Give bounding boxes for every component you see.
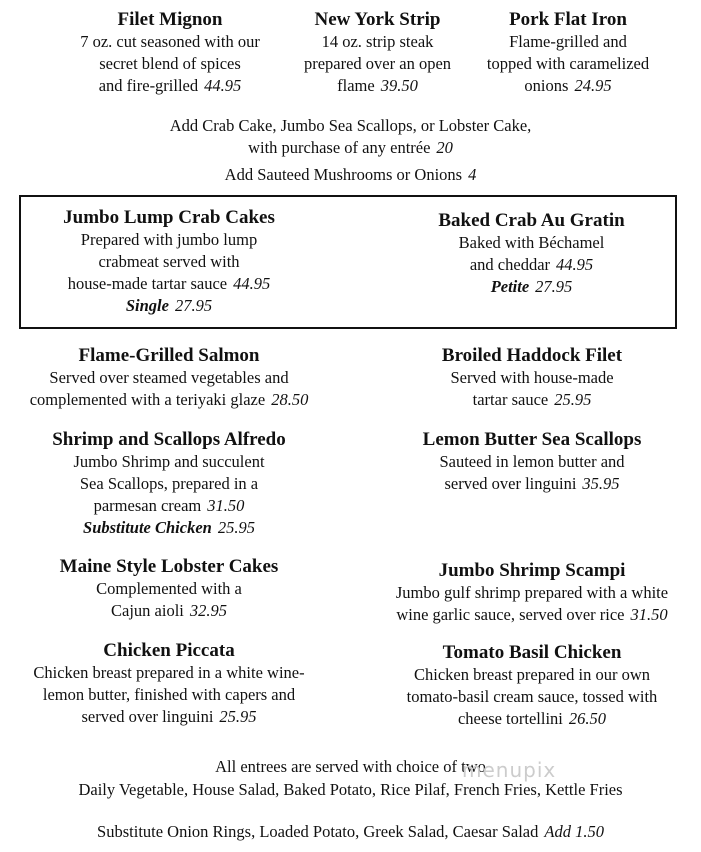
item-desc-line: crabmeat served with	[98, 252, 240, 271]
menu-item-baked-crab-au-gratin	[410, 210, 653, 298]
addon-text: Add Sauteed Mushrooms or Onions	[224, 165, 463, 184]
alt-label: Substitute Chicken	[83, 518, 212, 537]
item-desc-text: wine garlic sauce, served over rice	[396, 605, 625, 624]
item-desc-line: prepared over an open	[303, 54, 452, 73]
substitute-line	[0, 821, 701, 843]
item-price: 26.50	[568, 709, 607, 728]
item-name: Pork Flat Iron	[509, 9, 627, 30]
addon-price: 4	[468, 165, 477, 184]
addon-line: Add Crab Cake, Jumbo Sea Scallops, or Lobster Cake,	[169, 116, 532, 135]
item-desc-text: flame	[337, 76, 375, 95]
item-desc-line: Served over steamed vegetables and	[49, 368, 289, 387]
item-desc-line	[285, 75, 470, 97]
item-desc-line: tomato-basil cream sauce, tossed with	[406, 687, 658, 706]
sides-list: Daily Vegetable, House Salad, Baked Potato, Rice Pilaf, French Fries, Kettle Fries	[78, 780, 623, 799]
item-alt-option	[410, 276, 653, 298]
item-desc-line: Chicken breast prepared in our own	[414, 665, 650, 684]
item-desc-text: Cajun aioli	[111, 601, 184, 620]
item-desc-line: topped with caramelized	[486, 54, 650, 73]
item-name: Baked Crab Au Gratin	[438, 210, 625, 231]
item-desc-line	[19, 600, 319, 622]
menu-item-tomato-basil-chicken	[380, 642, 684, 730]
item-price: 28.50	[271, 390, 309, 409]
item-name: Jumbo Shrimp Scampi	[438, 560, 626, 581]
item-price: 31.50	[630, 605, 668, 624]
item-alt-option	[19, 517, 319, 539]
item-desc-line: Jumbo Shrimp and succulent	[73, 452, 265, 471]
item-desc-line: secret blend of spices	[99, 54, 241, 73]
item-price: 44.95	[204, 76, 242, 95]
menu-item-jumbo-shrimp-scampi	[374, 560, 690, 626]
addon-line	[0, 164, 701, 186]
item-desc-line: 7 oz. cut seasoned with our	[80, 32, 260, 51]
item-desc-text: tartar sauce	[472, 390, 549, 409]
item-price: 31.50	[207, 496, 245, 515]
item-desc-line	[0, 389, 338, 411]
menu-item-flame-grilled-salmon	[0, 345, 338, 411]
menu-item-maine-lobster-cakes	[19, 556, 319, 622]
item-desc-text: and cheddar	[469, 255, 551, 274]
item-desc-line	[0, 706, 338, 728]
item-desc-line: Served with house-made	[450, 368, 614, 387]
item-price: 44.95	[556, 255, 594, 274]
item-desc-line: Chicken breast prepared in a white wine-	[33, 663, 305, 682]
item-desc-text: house-made tartar sauce	[67, 274, 228, 293]
item-name: Tomato Basil Chicken	[442, 642, 622, 663]
item-desc-line	[392, 473, 672, 495]
item-name: New York Strip	[314, 9, 441, 30]
item-price: 44.95	[233, 274, 271, 293]
item-desc-line	[470, 75, 666, 97]
alt-label: Petite	[490, 277, 530, 296]
item-desc-line	[412, 389, 652, 411]
item-desc-text: parmesan cream	[93, 496, 202, 515]
item-name: Filet Mignon	[117, 9, 223, 30]
item-desc-line: 14 oz. strip steak	[321, 32, 434, 51]
item-desc-line: Baked with Béchamel	[458, 233, 605, 252]
menu-item-chicken-piccata	[0, 640, 338, 728]
item-desc-text: and fire-grilled	[98, 76, 199, 95]
addon-text: with purchase of any entrée	[248, 138, 431, 157]
item-name: Maine Style Lobster Cakes	[59, 556, 279, 577]
item-desc-text: served over linguini	[444, 474, 577, 493]
item-desc-line	[410, 254, 653, 276]
menu-item-lemon-butter-sea-scallops	[392, 429, 672, 495]
item-name: Flame-Grilled Salmon	[78, 345, 260, 366]
item-desc-text: complemented with a teriyaki glaze	[29, 390, 266, 409]
item-desc-text: served over linguini	[81, 707, 214, 726]
item-alt-option	[19, 295, 319, 317]
sides-intro: All entrees are served with choice of two	[215, 757, 486, 776]
addon-line	[0, 137, 701, 159]
item-desc-line: Sauteed in lemon butter and	[439, 452, 625, 471]
item-name: Broiled Haddock Filet	[441, 345, 623, 366]
menu-item-shrimp-scallops-alfredo	[19, 429, 319, 539]
item-price: 25.95	[554, 390, 592, 409]
item-desc-line: Prepared with jumbo lump	[80, 230, 258, 249]
item-desc-line: Complemented with a	[96, 579, 242, 598]
menu-item-pork-flat-iron	[470, 9, 666, 97]
addon-price: 20	[436, 138, 453, 157]
item-desc-line	[19, 273, 319, 295]
alt-label: Single	[125, 296, 169, 315]
item-desc-line: Flame-grilled and	[509, 32, 627, 51]
item-desc-line	[19, 495, 319, 517]
item-name: Shrimp and Scallops Alfredo	[52, 429, 286, 450]
item-desc-line: Sea Scallops, prepared in a	[79, 474, 259, 493]
alt-price: 27.95	[535, 277, 573, 296]
menu-item-broiled-haddock-filet	[412, 345, 652, 411]
watermark: menupix	[462, 758, 557, 782]
substitute-text: Substitute Onion Rings, Loaded Potato, Greek Salad, Caesar Salad	[97, 822, 539, 841]
menu-item-jumbo-lump-crab-cakes	[19, 207, 319, 317]
item-name: Jumbo Lump Crab Cakes	[63, 207, 275, 228]
item-price: 24.95	[574, 76, 612, 95]
item-price: 39.50	[380, 76, 418, 95]
menu-item-new-york-strip	[285, 9, 470, 97]
item-desc-text: onions	[524, 76, 569, 95]
item-desc-text: cheese tortellini	[457, 709, 563, 728]
item-name: Chicken Piccata	[103, 640, 235, 661]
item-price: 25.95	[219, 707, 257, 726]
item-desc-line: Jumbo gulf shrimp prepared with a white	[395, 583, 669, 602]
item-name: Lemon Butter Sea Scallops	[422, 429, 642, 450]
item-price: 32.95	[189, 601, 227, 620]
alt-price: 27.95	[174, 296, 213, 315]
item-price: 35.95	[582, 474, 620, 493]
item-desc-line: lemon butter, finished with capers and	[42, 685, 296, 704]
alt-price: 25.95	[217, 518, 255, 537]
item-desc-line	[374, 604, 690, 626]
item-desc-line	[380, 708, 684, 730]
substitute-price: Add 1.50	[544, 822, 604, 841]
